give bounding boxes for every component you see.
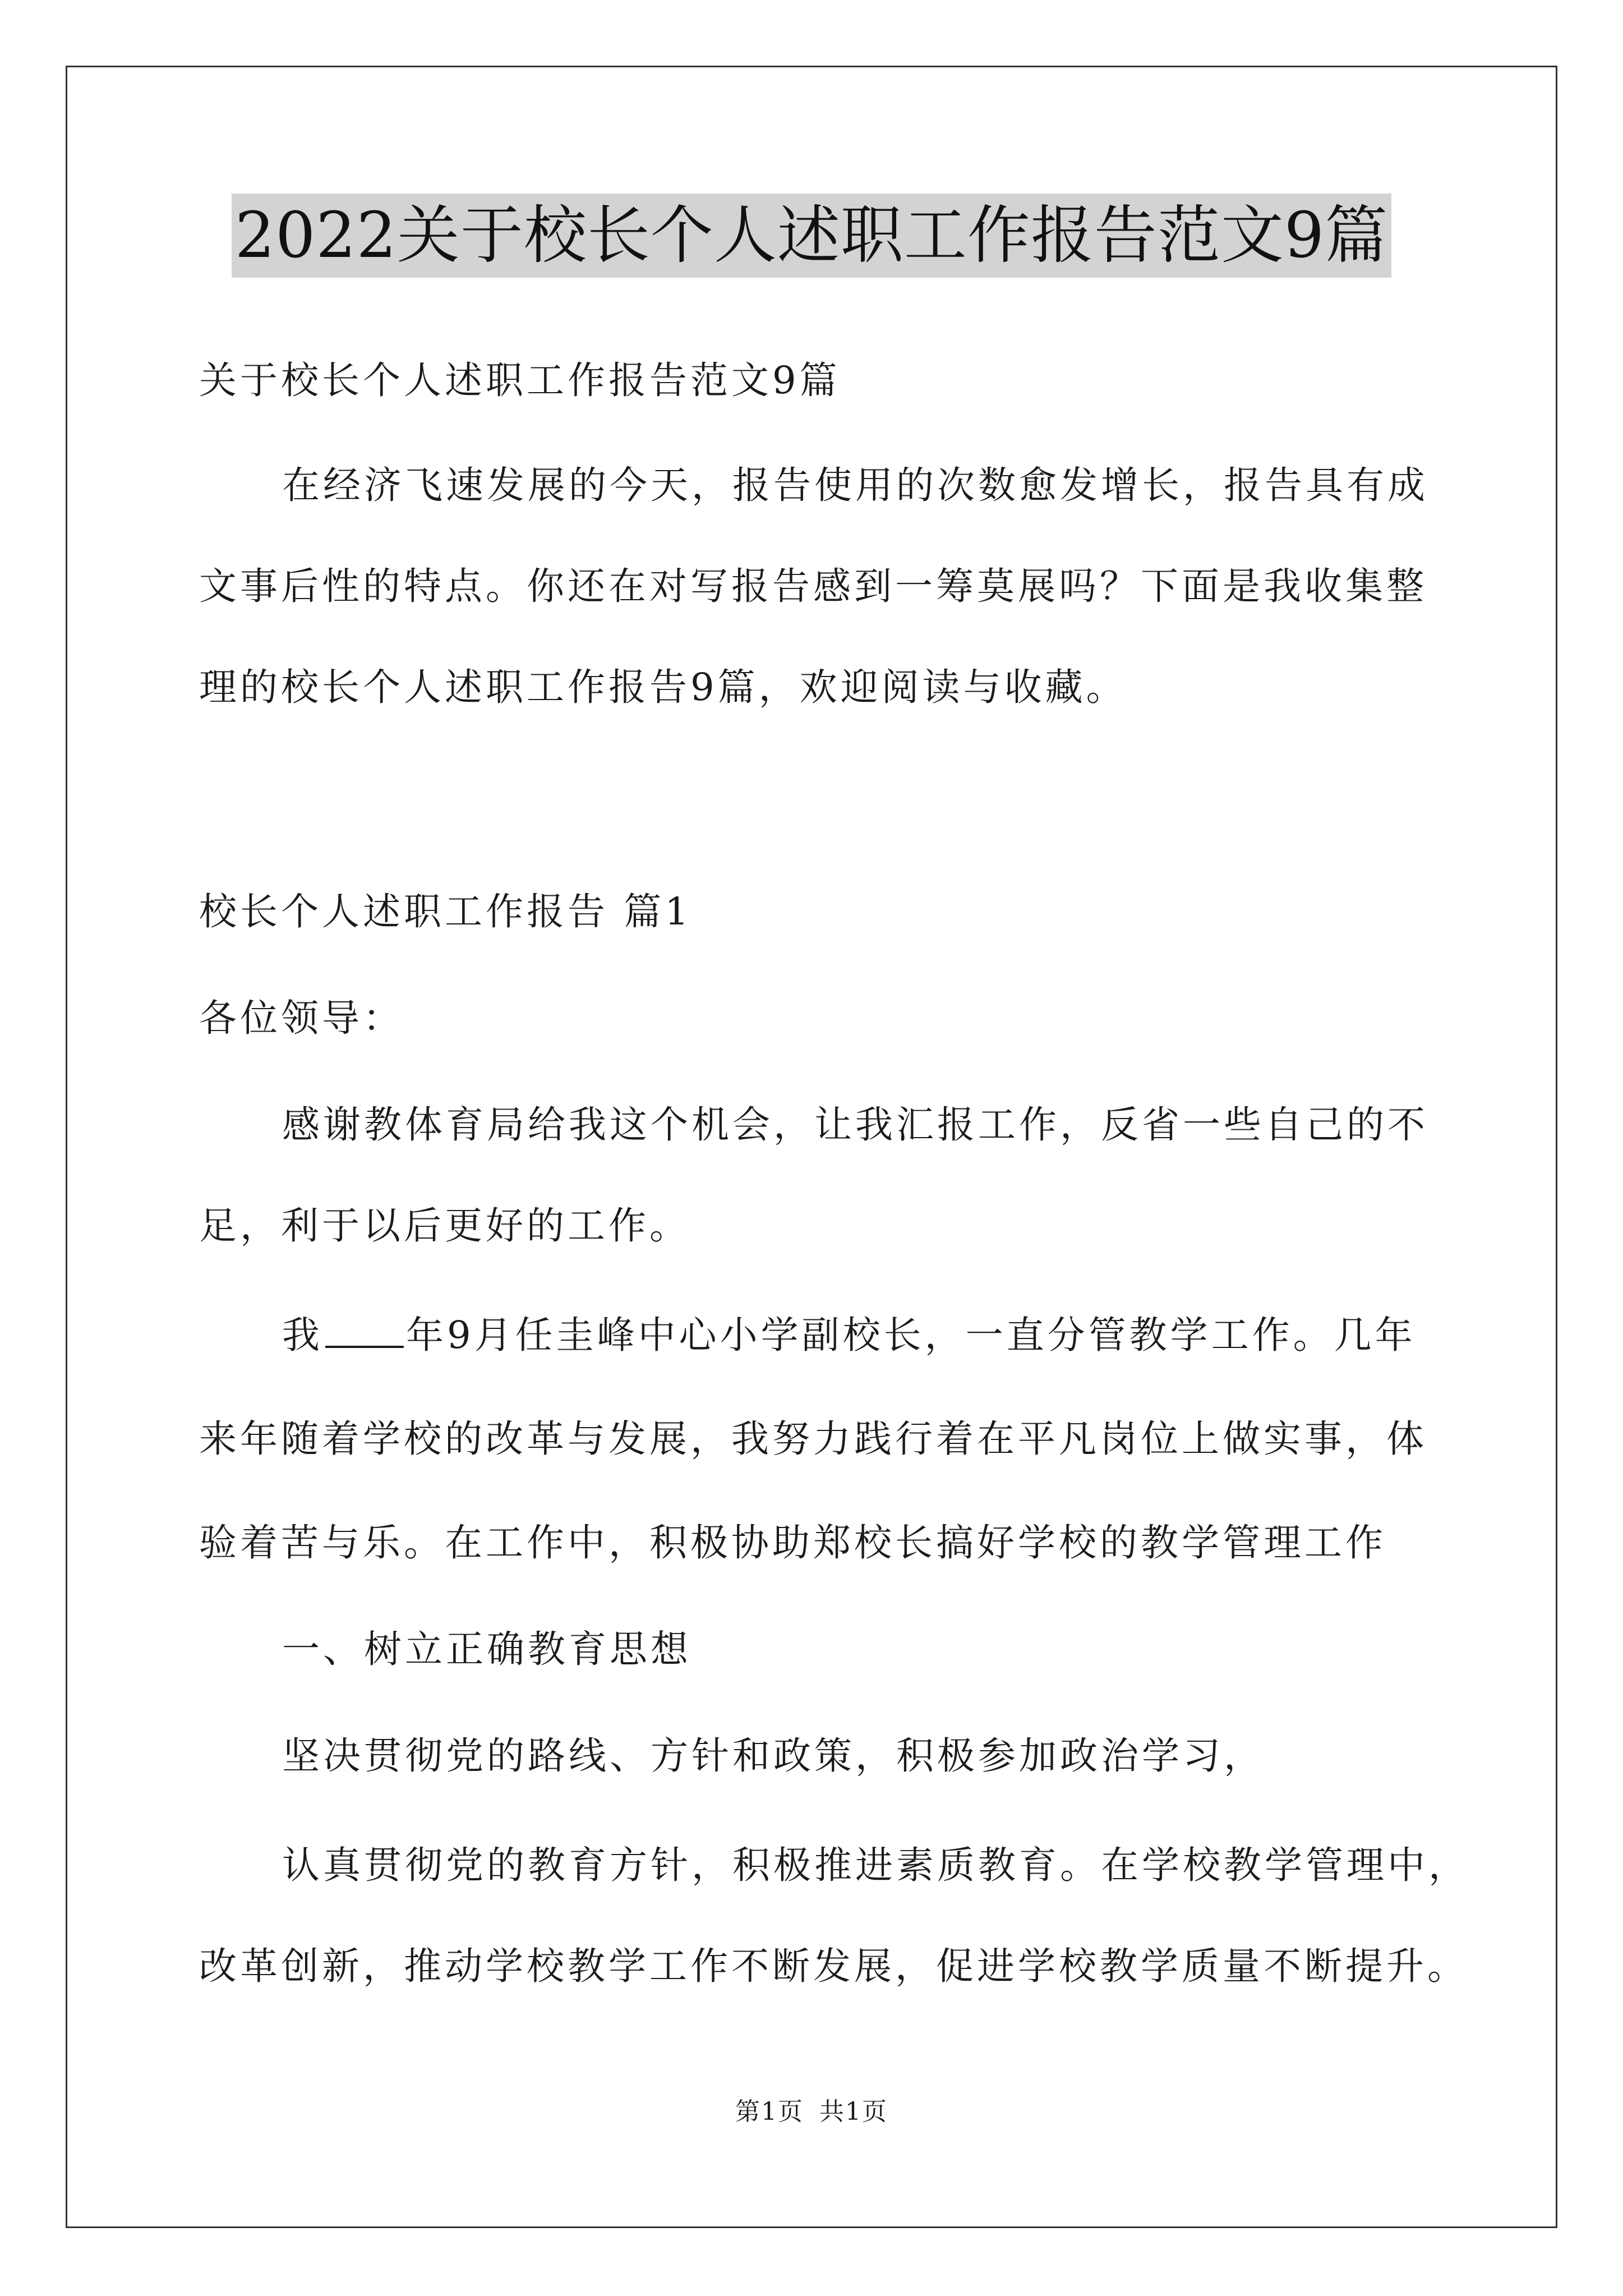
para2-line-2: 来年随着学校的改革与发展，我努力践行着在平凡岗位上做实事，体	[199, 1417, 1427, 1461]
intro-line-2: 文事后性的特点。你还在对写报告感到一筹莫展吗？下面是我收集整	[199, 564, 1427, 608]
para2-start: 我	[282, 1313, 323, 1357]
document-title: 2022关于校长个人述职工作报告范文9篇	[232, 194, 1391, 278]
page-number: 第1页	[735, 2097, 804, 2126]
para4-line-1: 认真贯彻党的教育方针，积极推进素质教育。在学校教学管理中，	[282, 1843, 1469, 1887]
para3-line-1: 坚决贯彻党的路线、方针和政策，积极参加政治学习，	[282, 1734, 1265, 1778]
para1-line-1: 感谢教体育局给我这个机会，让我汇报工作，反省一些自己的不	[282, 1103, 1428, 1147]
page-footer	[0, 2095, 1623, 2129]
para2-line-3: 验着苦与乐。在工作中，积极协助郑校长搞好学校的教学管理工作	[199, 1521, 1386, 1565]
document-subtitle: 关于校长个人述职工作报告范文9篇	[199, 358, 841, 402]
fill-in-blank	[325, 1312, 404, 1348]
title-container	[0, 194, 1623, 278]
para2-line-1	[282, 1310, 1416, 1360]
para4-line-2: 改革创新，推动学校教学工作不断发展，促进学校教学质量不断提升。	[199, 1944, 1468, 1988]
intro-line-3: 理的校长个人述职工作报告9篇，欢迎阅读与收藏。	[199, 665, 1127, 709]
para1-line-2: 足，利于以后更好的工作。	[199, 1204, 690, 1248]
para2-after-blank: 年9月任圭峰中心小学副校长，一直分管教学工作。几年	[406, 1313, 1416, 1357]
salutation: 各位领导：	[199, 996, 404, 1040]
intro-line-1: 在经济飞速发展的今天，报告使用的次数愈发增长，报告具有成	[282, 463, 1428, 507]
section-heading: 校长个人述职工作报告 篇1	[199, 890, 692, 933]
point-heading-1: 一、树立正确教育思想	[282, 1627, 691, 1671]
page-total: 共1页	[819, 2097, 888, 2126]
